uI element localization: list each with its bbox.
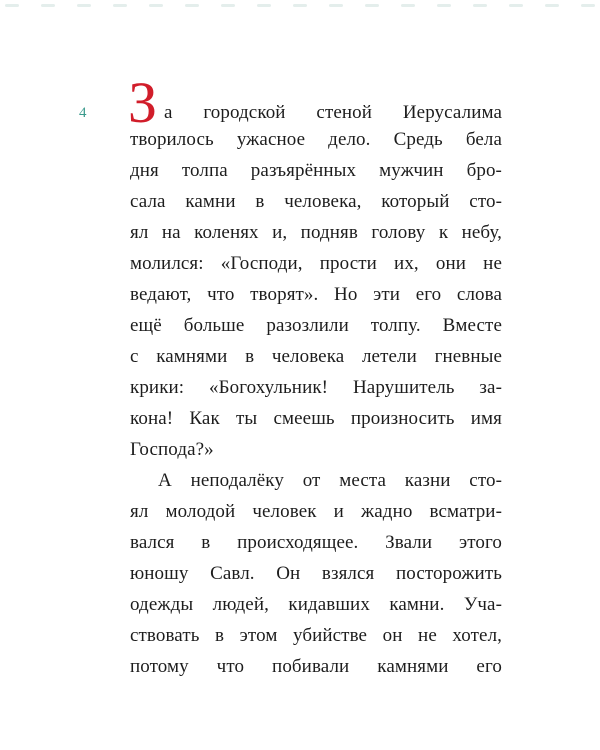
first-line bbox=[128, 70, 502, 135]
text-line: ял на коленях и, подняв голову к небу, bbox=[130, 222, 502, 243]
drop-cap: З bbox=[128, 70, 158, 135]
text-line: юношу Савл. Он взялся посторожить bbox=[130, 563, 502, 584]
body-text bbox=[128, 70, 502, 682]
text-line: дня толпа разъярённых мужчин бро- bbox=[130, 160, 502, 181]
text-line: ещё больше разозлили толпу. Вместе bbox=[130, 315, 502, 336]
paragraph-start-line: А неподалёку от места казни сто- bbox=[158, 470, 502, 491]
page-number: 4 bbox=[79, 105, 87, 121]
text-line: а городской стеной Иерусалима bbox=[164, 102, 502, 123]
text-line: вался в происходящее. Звали этого bbox=[130, 532, 502, 553]
text-line: сала камни в человека, который сто- bbox=[130, 191, 502, 212]
text-line: с камнями в человека летели гневные bbox=[130, 346, 502, 367]
paragraph-end-line: Господа?» bbox=[130, 439, 214, 460]
text-line: одежды людей, кидавших камни. Уча- bbox=[130, 594, 502, 615]
text-line: кона! Как ты смеешь произносить имя bbox=[130, 408, 502, 429]
text-line: молился: «Господи, прости их, они не bbox=[130, 253, 502, 274]
text-line: крики: «Богохульник! Нарушитель за- bbox=[130, 377, 502, 398]
text-line: творилось ужасное дело. Средь бела bbox=[130, 129, 502, 150]
text-line: ял молодой человек и жадно всматри- bbox=[130, 501, 502, 522]
text-line: ведают, что творят». Но эти его слова bbox=[130, 284, 502, 305]
text-line: потому что побивали камнями его bbox=[130, 656, 502, 677]
top-decorative-border bbox=[0, 0, 600, 14]
text-line: ствовать в этом убийстве он не хотел, bbox=[130, 625, 502, 646]
